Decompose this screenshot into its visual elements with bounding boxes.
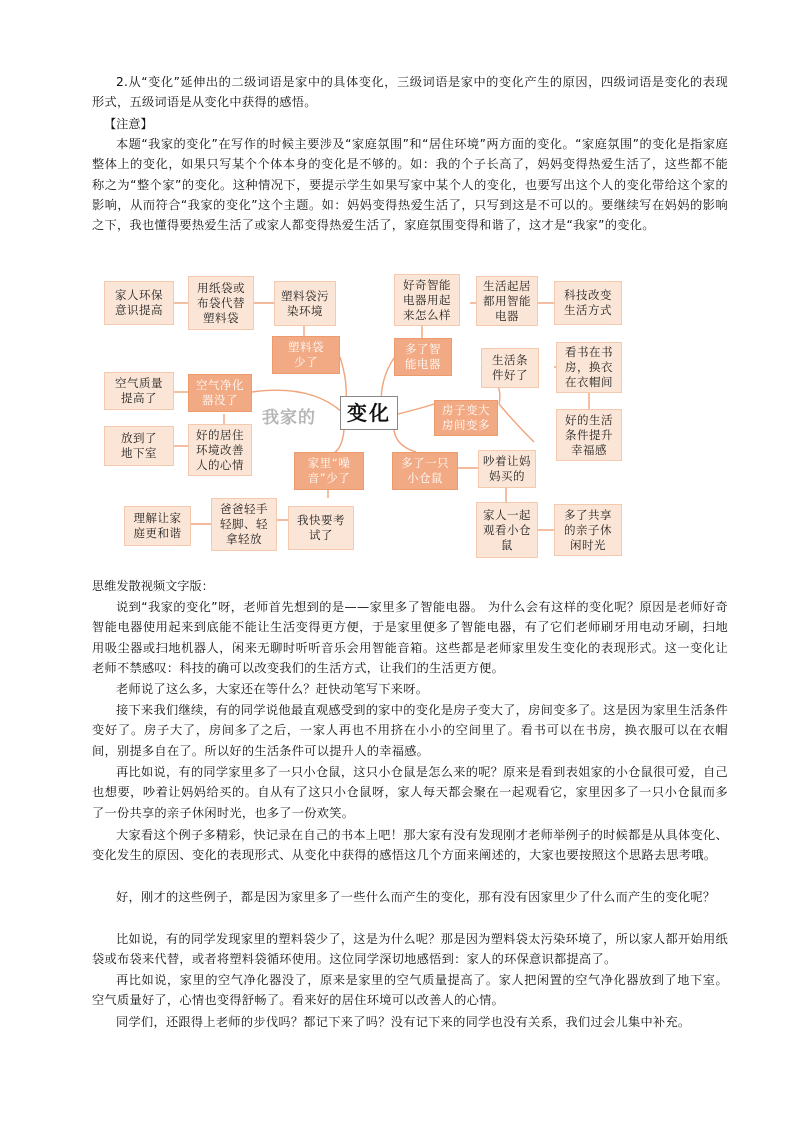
node-curious-smart-devices: 好奇智能 电器用起 来怎么样 [394, 274, 460, 326]
node-tech-changes-life: 科技改变 生活方式 [554, 281, 622, 325]
video-text-label: 思维发散视频文字版： [92, 579, 214, 593]
node-dad-quiet: 爸爸轻手 轻脚、轻 拿轻放 [211, 498, 277, 551]
node-understanding-harmony: 理解让家 庭更和谐 [124, 506, 191, 546]
note-heading: 【注意】 [104, 117, 153, 131]
node-environment-mood: 好的居住 环境改善 人的心情 [188, 424, 252, 476]
paragraph-hamster: 再比如说，有的同学家里多了一只小仓鼠，这只小仓鼠是怎么来的呢？原来是看到表姐家的小仓鼠很可爱，自己也想要，吵着让妈妈给买的。自从有了这只小仓鼠呀，家人每天都会聚在一起观看它，家里因多了一只小仓鼠而多了一份共享的亲子休闲时光，也多了一份欢笑。 [92, 765, 728, 820]
mind-map [104, 272, 624, 560]
paragraph-plastic-bags: 比如说，有的同学发现家里的塑料袋少了，这是为什么呢？那是因为塑料袋太污染环境了，所以家人都开始用纸袋或布袋来代替，或者将塑料袋循环使用。这位同学深切地感悟到：家人的环保意识都提高了。 [92, 932, 728, 967]
node-family-watch-hamster: 家人一起 观看小仓 鼠 [476, 502, 538, 558]
node-exam-coming: 我快要考 试了 [288, 506, 354, 550]
center-node: 变化 [340, 396, 398, 430]
node-family-eco-awareness: 家人环保 意识提高 [104, 281, 174, 325]
intro-paragraph: 2.从“变化”延伸出的二级词语是家中的具体变化，三级词语是家中的变化产生的原因，四级词语是变化的表现形式，五级词语是从变化中获得的感悟。 [92, 75, 728, 110]
node-better-conditions: 生活条 件好了 [481, 348, 539, 388]
paragraph-bigger-house: 接下来我们继续，有的同学说他最直观感受到的家中的变化是房子变大了，房间变多了。这是因为家里生活条件变好了。房子大了，房间多了之后，一家人再也不用挤在小小的空间里了。看书可以在书房，换衣服可以在衣帽间，别提多自在了。所以好的生活条件可以提升人的幸福感。 [92, 703, 728, 758]
node-plastic-pollution: 塑料袋污 染环境 [274, 281, 336, 326]
node-more-smart-devices: 多了智 能电器 [394, 338, 452, 376]
node-begged-mom: 吵着让妈 妈买的 [478, 450, 536, 488]
node-family-time: 多了共享 的亲子休 闲时光 [554, 504, 622, 556]
node-no-air-purifier: 空气净化 器没了 [188, 374, 252, 412]
node-fewer-plastic-bags: 塑料袋 少了 [272, 336, 340, 374]
node-bigger-house: 房子变大 房间变多 [434, 400, 498, 436]
node-smart-living: 生活起居 都用智能 电器 [476, 276, 538, 326]
node-study-wardrobe: 看书在书 房，换衣 在衣帽间 [556, 342, 622, 393]
paragraph-method: 大家看这个例子多精彩，快记录在自己的书本上吧！那大家有没有发现刚才老师举例子的时候都是从具体变化、变化发生的原因、变化的表现形式、从变化中获得的感悟这几个方面来阐述的，大家也要按照这个思路去思考哦。 [92, 828, 728, 863]
node-paper-bags: 用纸袋或 布袋代替 塑料袋 [188, 276, 254, 330]
note-paragraph: 本题“我家的变化”在写作的时候主要涉及“家庭氛围”和“居住环境”两方面的变化。“家庭氛围”的变化是指家庭整体上的变化，如果只写某个个体本身的变化是不够的。如：我的个子长高了，妈妈变得热爱生活了，这些都不能称之为“整个家”的变化。这种情况下，要提示学生如果写家中某个人的变化，也要写出这个人的变化带给这个家的影响，从而符合“我家的变化”这个主题。如：妈妈变得热爱生活了，只写到这是不可以的。要继续写在妈妈的影响之下，我也懂得要热爱生活了或家人都变得热爱生活了，家庭氛围变得和谐了，这才是“我家”的变化。 [92, 137, 728, 233]
node-new-hamster: 多了一只 小仓鼠 [392, 452, 458, 490]
node-moved-to-basement: 放到了 地下室 [104, 426, 174, 466]
paragraph-less-things: 好，刚才的这些例子，都是因为家里多了一些什么而产生的变化，那有没有因家里少了什么而产生的变化呢？ [116, 890, 716, 904]
center-watermark: 我家的 [262, 408, 316, 428]
paragraph-closing: 同学们，还跟得上老师的步伐吗？都记下来了吗？没有记下来的同学也没有关系，我们过会儿集中补充。 [116, 1015, 691, 1029]
paragraph-smart-devices: 说到“我家的变化”呀，老师首先想到的是——家里多了智能电器。 为什么会有这样的变化呢？原因是老师好奇智能电器使用起来到底能不能让生活变得更方便，于是家里便多了智能电器，有了它们老师刷牙用电动牙刷，扫地用吸尘器或扫地机器人，闲来无聊时听听音乐会用智能音箱。这些都是老师家里发生变化的表现形式。这一变化让老师不禁感叹：科技的确可以改变我们的生活方式，让我们的生活更方便。 [92, 600, 728, 675]
node-happiness: 好的生活 条件提升 幸福感 [556, 409, 622, 461]
node-less-noise: 家里“噪 音”少了 [294, 452, 364, 490]
paragraph-air-purifier: 再比如说，家里的空气净化器没了，原来是家里的空气质量提高了。家人把闲置的空气净化器放到了地下室。 空气质量好了，心情也变得舒畅了。看来好的居住环境可以改善人的心情。 [92, 973, 728, 1008]
node-air-quality-better: 空气质量 提高了 [104, 372, 174, 410]
paragraph-start-writing: 老师说了这么多，大家还在等什么？赶快动笔写下来呀。 [116, 682, 429, 696]
